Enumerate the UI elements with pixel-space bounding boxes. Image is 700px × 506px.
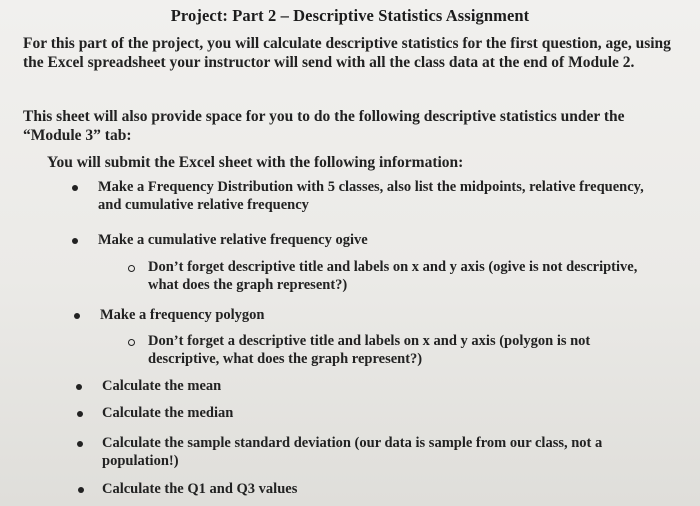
bullet-marker: [78, 487, 84, 493]
bullet-marker: [76, 384, 82, 390]
bullet-marker: [72, 238, 78, 244]
sub-bullet-marker: [128, 339, 135, 346]
bullet-quartiles: Calculate the Q1 and Q3 values: [102, 481, 298, 497]
sub-bullet-marker: [128, 265, 135, 272]
document-title: Project: Part 2 – Descriptive Statistics Assignment: [170, 6, 530, 25]
sub-bullet-polygon-labels: Don’t forget a descriptive title and labels on x and y axis (polygon is not descriptive, what does the graph represent?): [148, 333, 591, 367]
bullet-median: Calculate the median: [102, 405, 234, 421]
module-tab-paragraph: This sheet will also provide space for you to do the following descriptive statistics under the “Module 3” tab:: [23, 108, 625, 144]
sub-bullet-ogive-labels: Don’t forget descriptive title and labels on x and y axis (ogive is not descriptive, what does the graph represent?): [148, 259, 638, 293]
bullet-marker: [77, 411, 83, 417]
bullet-marker: [74, 313, 80, 319]
bullet-marker: [77, 441, 83, 447]
submit-instructions: You will submit the Excel sheet with the following information:: [47, 154, 464, 171]
bullet-ogive: Make a cumulative relative frequency ogive: [98, 232, 368, 248]
intro-paragraph: For this part of the project, you will calculate descriptive statistics for the first question, age, using the Excel spreadsheet your instructor will send with all the class data at the end of Module 2.: [23, 35, 671, 71]
bullet-standard-deviation: Calculate the sample standard deviation (our data is sample from our class, not a population!): [102, 435, 603, 469]
bullet-marker: [72, 185, 78, 191]
bullet-mean: Calculate the mean: [102, 378, 222, 394]
bullet-frequency-distribution: Make a Frequency Distribution with 5 classes, also list the midpoints, relative frequency, and cumulative relative frequency: [98, 179, 644, 213]
bullet-polygon: Make a frequency polygon: [100, 307, 265, 323]
